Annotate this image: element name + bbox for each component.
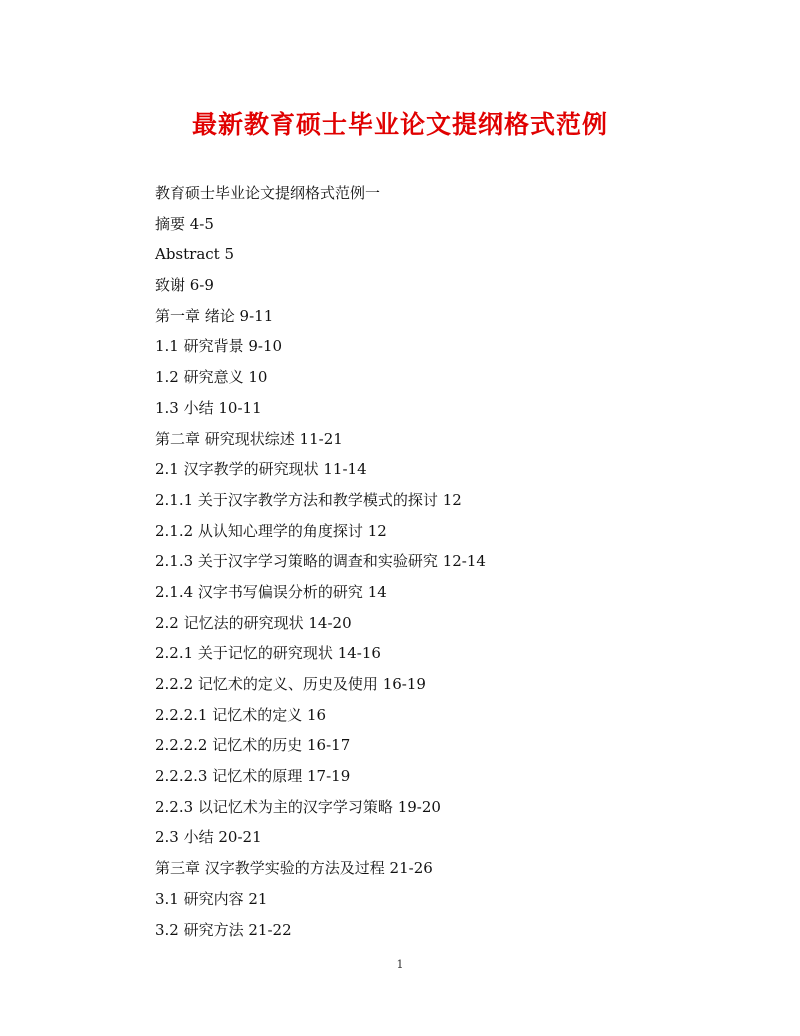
outline-line: 2.1.1 关于汉字教学方法和教学模式的探讨 12 — [155, 490, 462, 509]
outline-line: Abstract 5 — [155, 245, 235, 264]
outline-line: 3.2 研究方法 21-22 — [155, 920, 292, 939]
outline-line: 2.2.2.1 记忆术的定义 16 — [155, 705, 327, 724]
document-title: 最新教育硕士毕业论文提纲格式范例 — [191, 110, 608, 139]
outline-line: 摘要 4-5 — [155, 214, 214, 233]
outline-line: 1.3 小结 10-11 — [155, 398, 262, 417]
outline-line: 2.1 汉字教学的研究现状 11-14 — [155, 460, 367, 479]
outline-line: 2.1.2 从认知心理学的角度探讨 12 — [155, 521, 387, 540]
outline-list — [155, 178, 715, 945]
outline-line: 1.1 研究背景 9-10 — [155, 337, 283, 356]
outline-line: 第二章 研究现状综述 11-21 — [155, 429, 343, 448]
outline-line: 2.2.2 记忆术的定义、历史及使用 16-19 — [155, 675, 426, 693]
outline-line: 第一章 绪论 9-11 — [155, 306, 274, 325]
outline-line: 致谢 6-9 — [155, 276, 214, 295]
outline-line: 第三章 汉字教学实验的方法及过程 21-26 — [155, 859, 433, 878]
outline-line: 2.2.2.2 记忆术的历史 16-17 — [155, 736, 351, 755]
outline-line: 1.2 研究意义 10 — [155, 368, 268, 387]
outline-line: 2.2.3 以记忆术为主的汉字学习策略 19-20 — [155, 797, 441, 816]
outline-line: 2.2.2.3 记忆术的原理 17-19 — [155, 767, 351, 786]
page-number: 1 — [396, 958, 404, 971]
outline-line: 2.2.1 关于记忆的研究现状 14-16 — [155, 644, 381, 663]
outline-line: 3.1 研究内容 21 — [155, 889, 268, 908]
outline-line: 教育硕士毕业论文提纲格式范例一 — [155, 184, 381, 202]
outline-line: 2.1.4 汉字书写偏误分析的研究 14 — [155, 582, 387, 601]
outline-line: 2.1.3 关于汉字学习策略的调查和实验研究 12-14 — [155, 552, 486, 571]
outline-line: 2.3 小结 20-21 — [155, 828, 262, 847]
outline-line: 2.2 记忆法的研究现状 14-20 — [155, 613, 352, 632]
